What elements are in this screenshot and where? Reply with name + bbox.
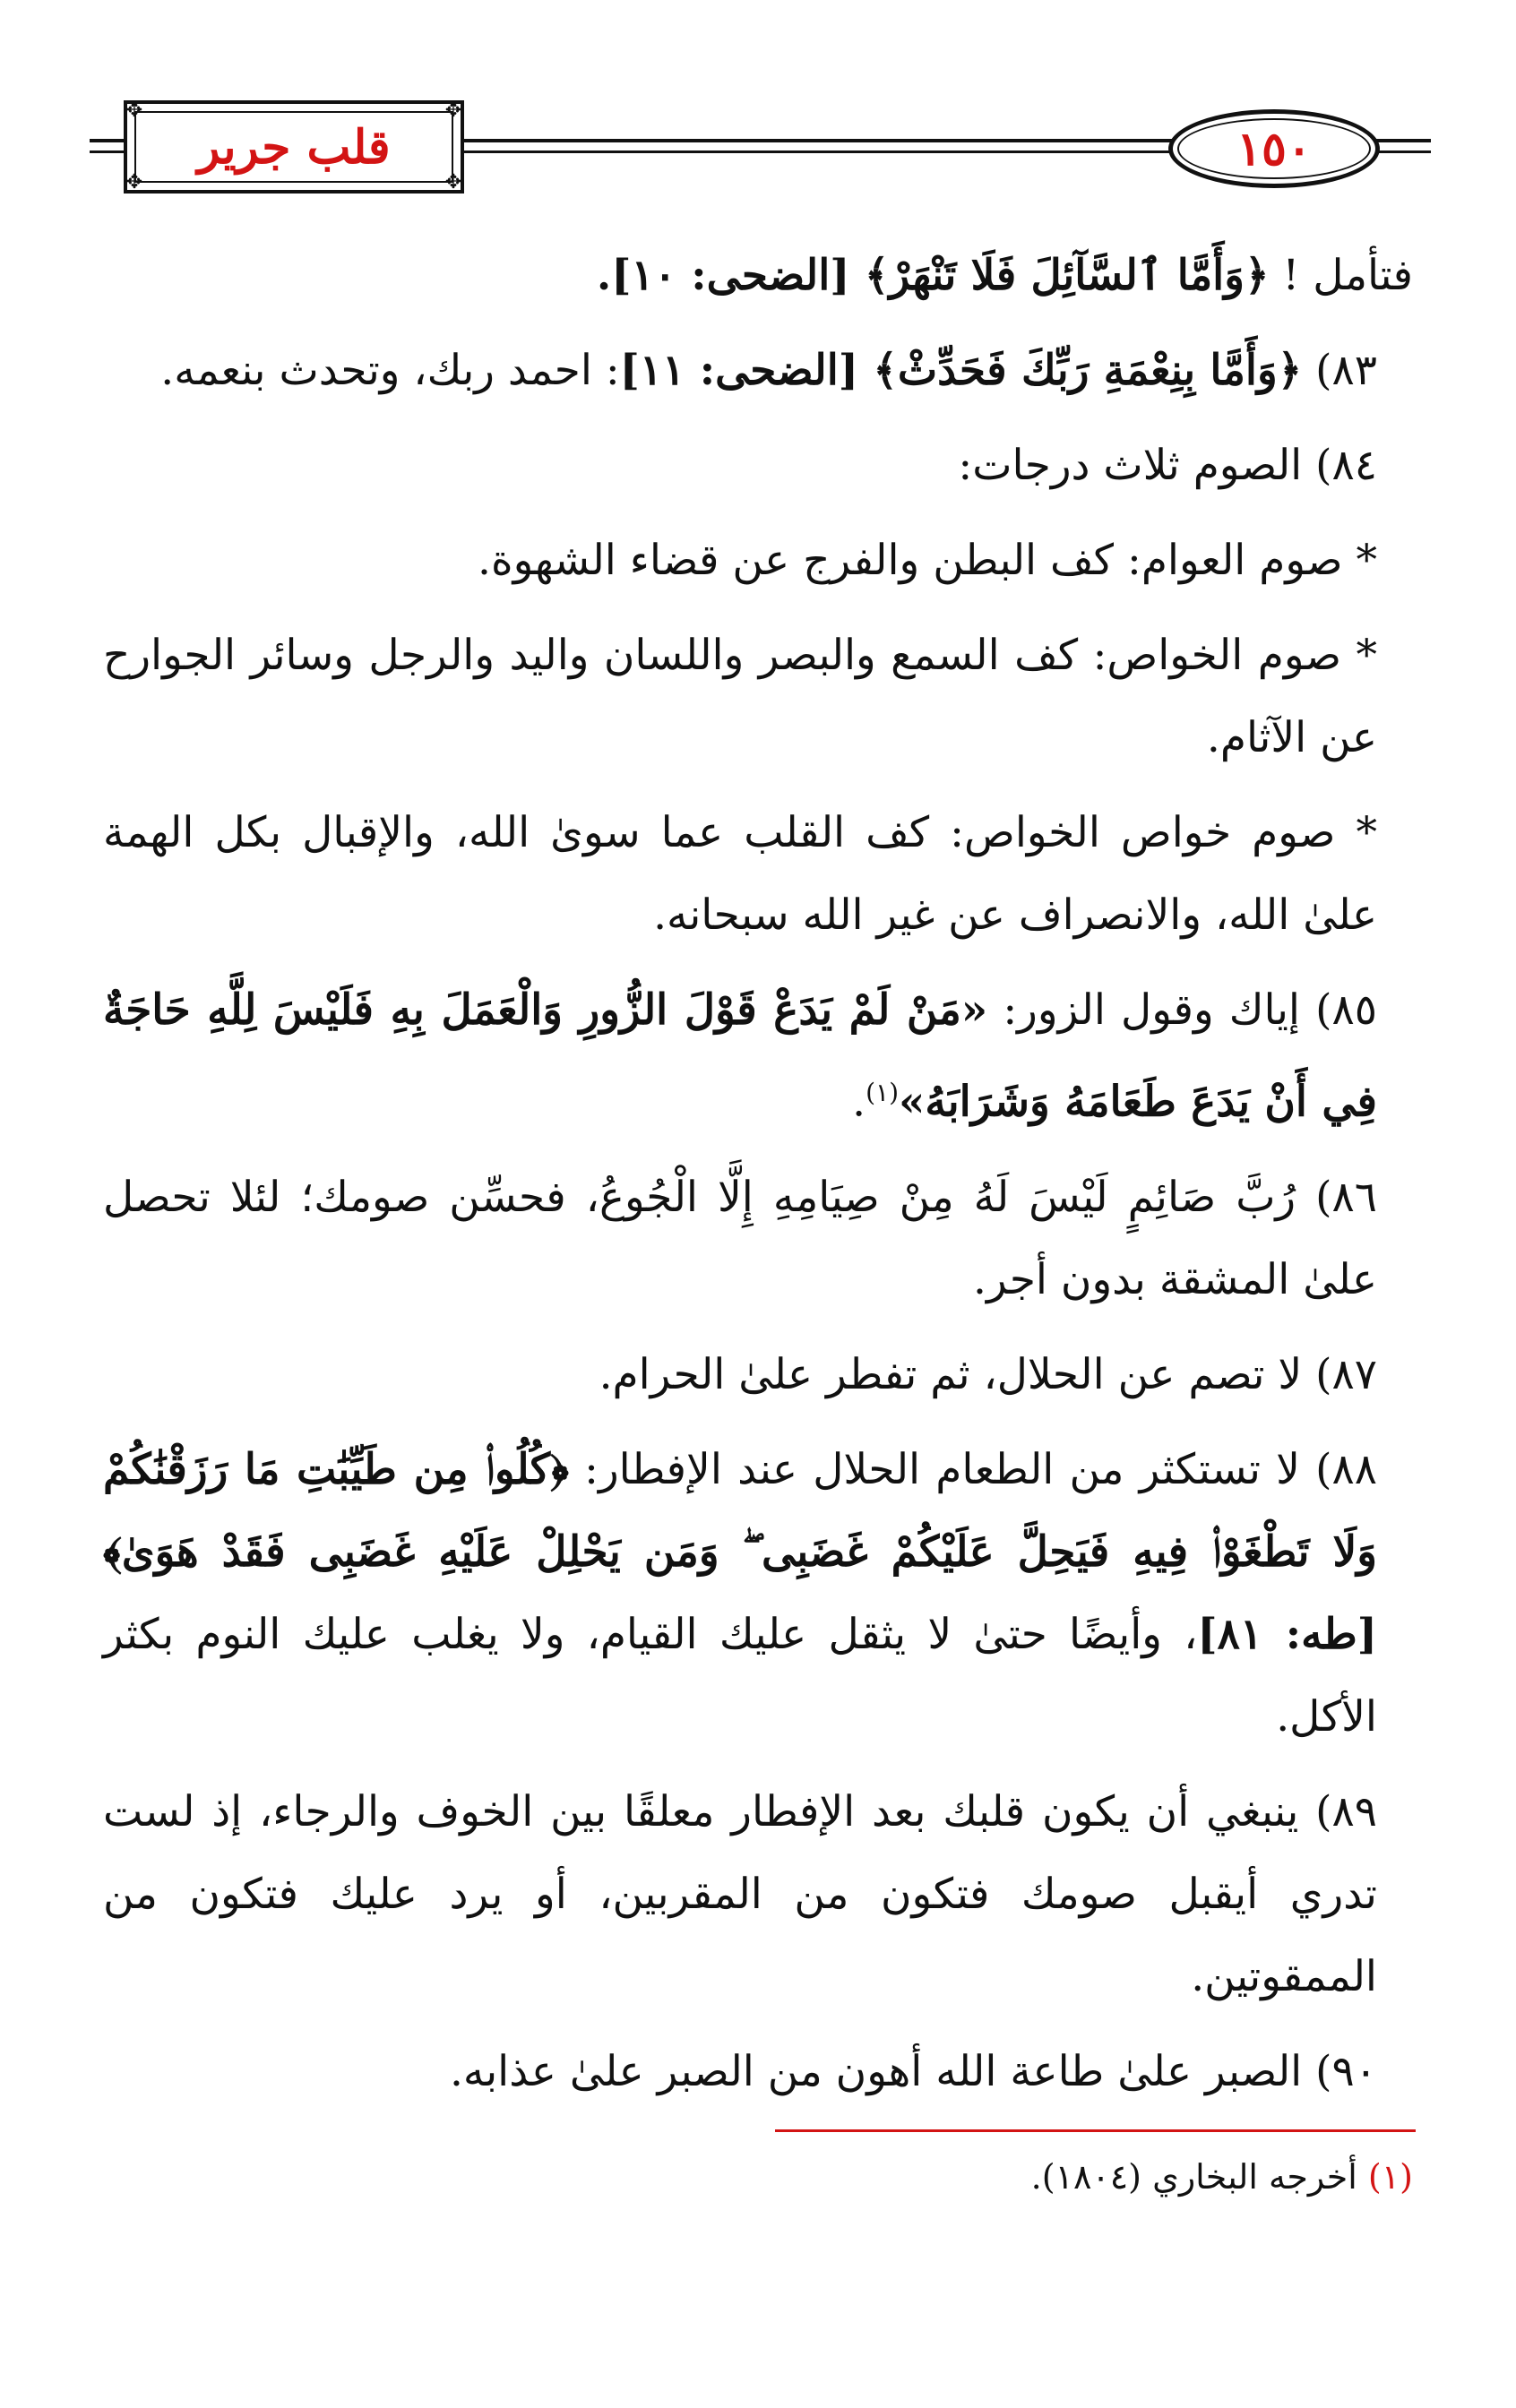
quran-verse: ﴿وَأَمَّا ٱلسَّآئِلَ فَلَا تَنْهَرْ﴾ xyxy=(864,251,1270,300)
ornament-corner-icon: ✥ xyxy=(125,171,143,194)
running-title-frame xyxy=(124,100,464,194)
footnote xyxy=(103,2150,1413,2204)
page-number-oval xyxy=(1168,109,1380,188)
paragraph-88 xyxy=(103,1429,1413,1759)
paragraph-87: ٨٧) لا تصم عن الحلال، ثم تفطر علىٰ الحرام. xyxy=(599,1349,1377,1399)
paragraph-text: ، فحسِّن صومك؛ لئلا تحصل علىٰ المشقة بدون أجر. xyxy=(103,1172,1377,1304)
page-number: ١٥٠ xyxy=(1236,121,1312,176)
bullet-fasting-elite: * صوم الخواص: كف السمع والبصر واللسان واليد والرجل وسائر الجوارح عن الآثام. xyxy=(103,631,1377,762)
paragraph-84: ٨٤) الصوم ثلاث درجات: xyxy=(958,441,1377,490)
paragraph-text: . xyxy=(852,1077,866,1127)
hadith-quote: رُبَّ صَائِمٍ لَيْسَ لَهُ مِنْ صِيَامِهِ إِلَّا الْجُوعُ xyxy=(599,1172,1296,1222)
paragraph-85 xyxy=(103,969,1413,1144)
paragraph-text: ، وأيضًا حتىٰ لا يثقل عليك القيام، ولا يغلب عليك النوم بكثر الأكل. xyxy=(103,1609,1377,1742)
page-body xyxy=(103,235,1413,2126)
paragraph-83 xyxy=(103,330,1413,412)
running-title: قلب جرير xyxy=(197,119,391,175)
quran-verse: ﴿وَأَمَّا بِنِعْمَةِ رَبِّكَ فَحَدِّثْ﴾ xyxy=(873,346,1303,395)
item-number: ٨٦) xyxy=(1296,1172,1377,1222)
footnote-number: (١) xyxy=(1367,2157,1413,2197)
paragraph-text: ٨٨) لا تستكثر من الطعام الحلال عند الإفطار: xyxy=(568,1444,1377,1494)
item-number: ٨٣) xyxy=(1302,346,1377,395)
hadith-quote: «مَنْ لَمْ يَدَعْ قَوْلَ الزُّورِ وَالْعَمَلَ بِهِ فَلَيْسَ لِلَّهِ حَاجَةٌ فِي أَنْ يَدَعَ طَعَامَهُ وَشَرَابَهُ» xyxy=(103,985,1377,1127)
ornament-corner-icon: ✥ xyxy=(444,99,462,122)
footnote-separator xyxy=(775,2129,1416,2132)
bullet-fasting-elite-of-elite: * صوم خواص الخواص: كف القلب عما سوىٰ الله، والإقبال بكل الهمة علىٰ الله، والانصراف عن غير الله سبحانه. xyxy=(103,808,1377,940)
paragraph-text: ٨٥) إياك وقول الزور: xyxy=(987,985,1377,1035)
verse-reference: [طه: ٨١] xyxy=(1197,1609,1377,1659)
verse-reference: [الضحى: ١١] xyxy=(619,346,874,395)
paragraph-text: : احمد ربك، وتحدث بنعمه. xyxy=(160,346,620,395)
paragraph-90: ٩٠) الصبر علىٰ طاعة الله أهون من الصبر علىٰ عذابه. xyxy=(449,2046,1377,2096)
paragraph-82-continuation xyxy=(103,235,1413,317)
paragraph-86 xyxy=(103,1157,1413,1321)
quran-verse: ﴿كُلُوا۟ مِن طَيِّبَٰتِ مَا رَزَقْنَٰكُمْ وَلَا تَطْغَوْا۟ فِيهِ فَيَحِلَّ عَلَيْكُمْ غَضَبِى ۖ وَمَن يَحْلِلْ عَلَيْهِ غَضَبِى فَقَدْ هَوَىٰ﴾ xyxy=(103,1444,1377,1577)
footnote-text: أخرجه البخاري (١٨٠٤). xyxy=(1030,2157,1368,2197)
bullet-fasting-commoners: * صوم العوام: كف البطن والفرج عن قضاء الشهوة. xyxy=(478,536,1377,585)
paragraph-89: ٨٩) ينبغي أن يكون قلبك بعد الإفطار معلقًا بين الخوف والرجاء، إذ لست تدري أيقبل صومك فتكون من المقربين، أو يرد عليك فتكون من الممقوتين. xyxy=(103,1786,1377,2001)
footnote-reference[interactable]: (١) xyxy=(866,1078,900,1107)
ornament-corner-icon: ✥ xyxy=(125,99,143,122)
verse-reference: [الضحى: ١٠]. xyxy=(596,251,865,300)
ornament-corner-icon: ✥ xyxy=(444,171,462,194)
paragraph-text: فتأمل ! xyxy=(1269,251,1413,300)
